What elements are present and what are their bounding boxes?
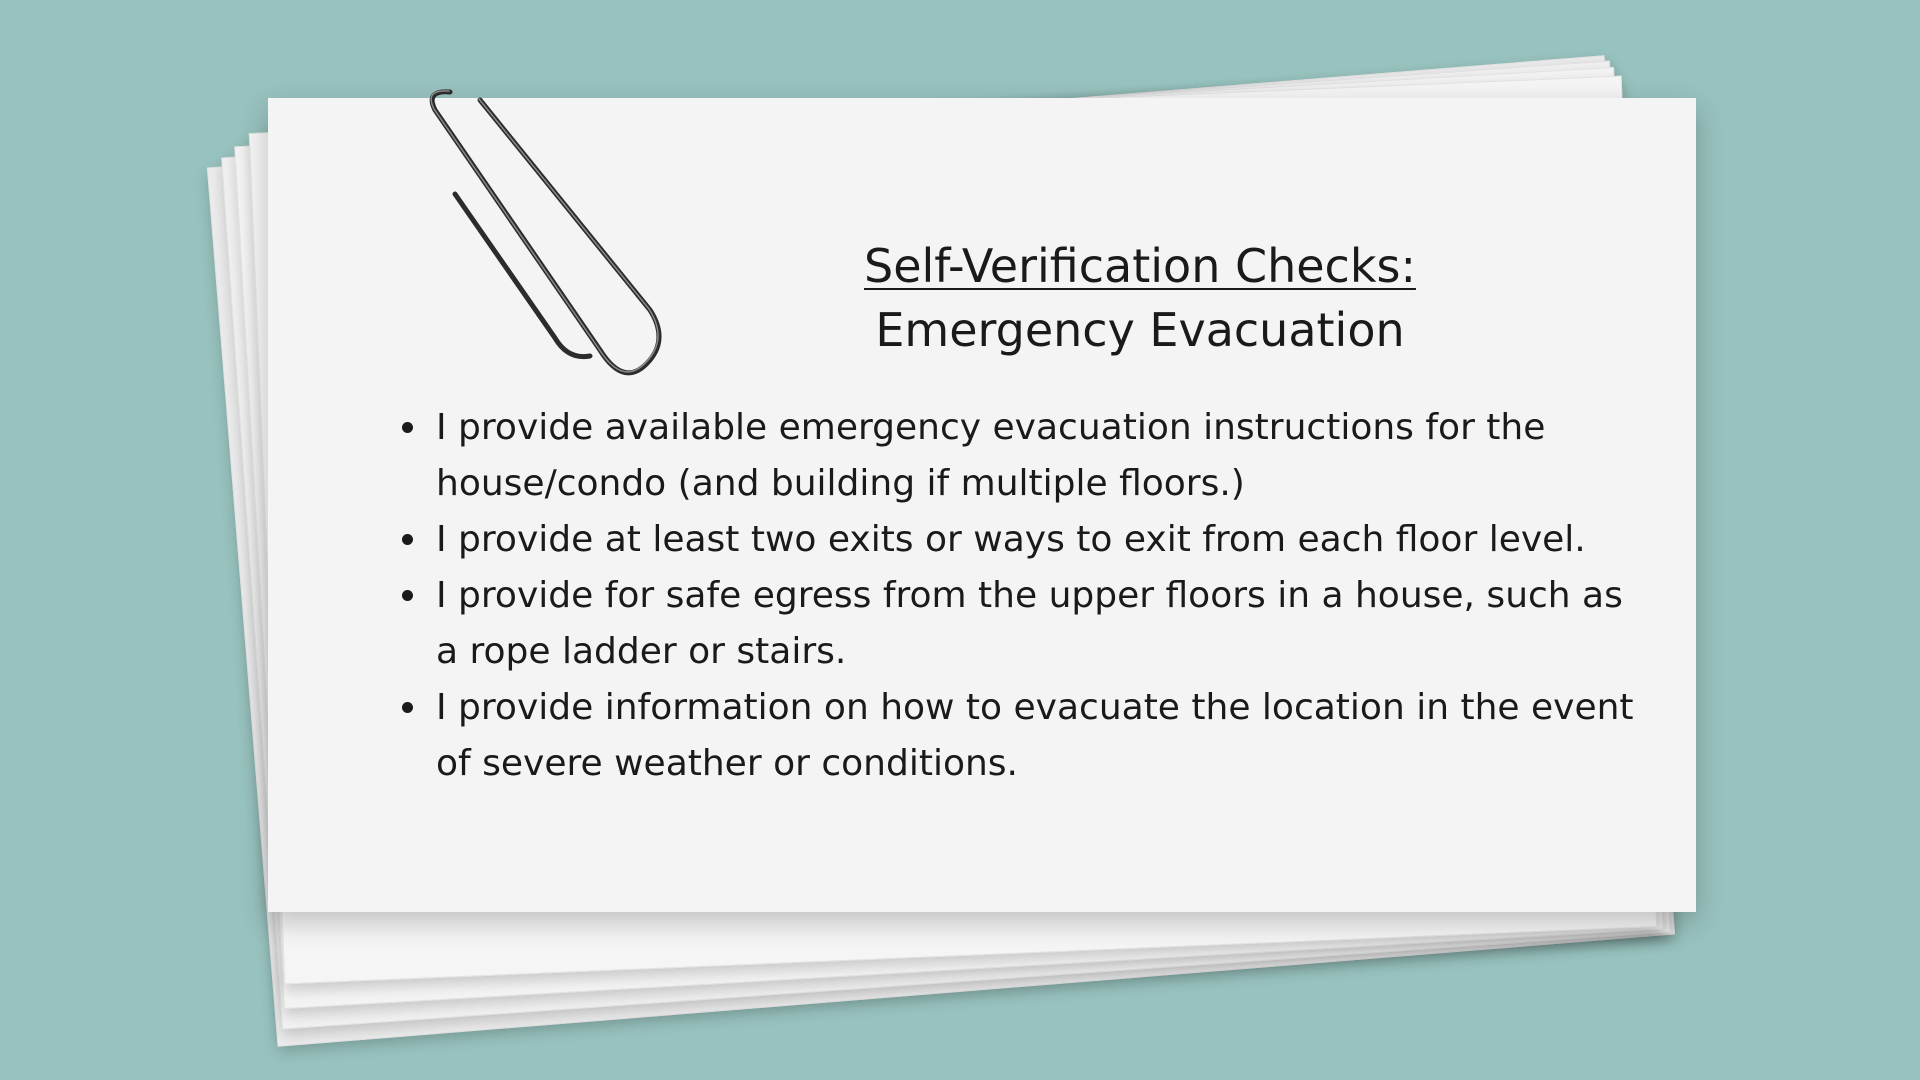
- card-title: Self-Verification Checks:: [864, 239, 1416, 293]
- bullet-dot-icon: [402, 702, 413, 713]
- bullet-dot-icon: [402, 534, 413, 545]
- list-item: [396, 512, 1656, 568]
- list-item: [396, 680, 1656, 792]
- check-item-text: I provide for safe egress from the upper floors in a house, such as a rope ladder or stairs.: [436, 575, 1623, 672]
- check-item-text: I provide information on how to evacuate the location in the event of severe weather or conditions.: [436, 687, 1634, 784]
- card-heading: [780, 236, 1500, 360]
- list-item: [396, 568, 1656, 680]
- list-item: [396, 400, 1656, 512]
- check-item-text: I provide at least two exits or ways to exit from each floor level.: [436, 519, 1586, 560]
- card-subtitle: Emergency Evacuation: [875, 303, 1405, 357]
- check-item-text: I provide available emergency evacuation instructions for the house/condo (and building if multiple floors.): [436, 407, 1546, 504]
- checks-list: [396, 400, 1656, 792]
- bullet-dot-icon: [402, 590, 413, 601]
- bullet-dot-icon: [402, 422, 413, 433]
